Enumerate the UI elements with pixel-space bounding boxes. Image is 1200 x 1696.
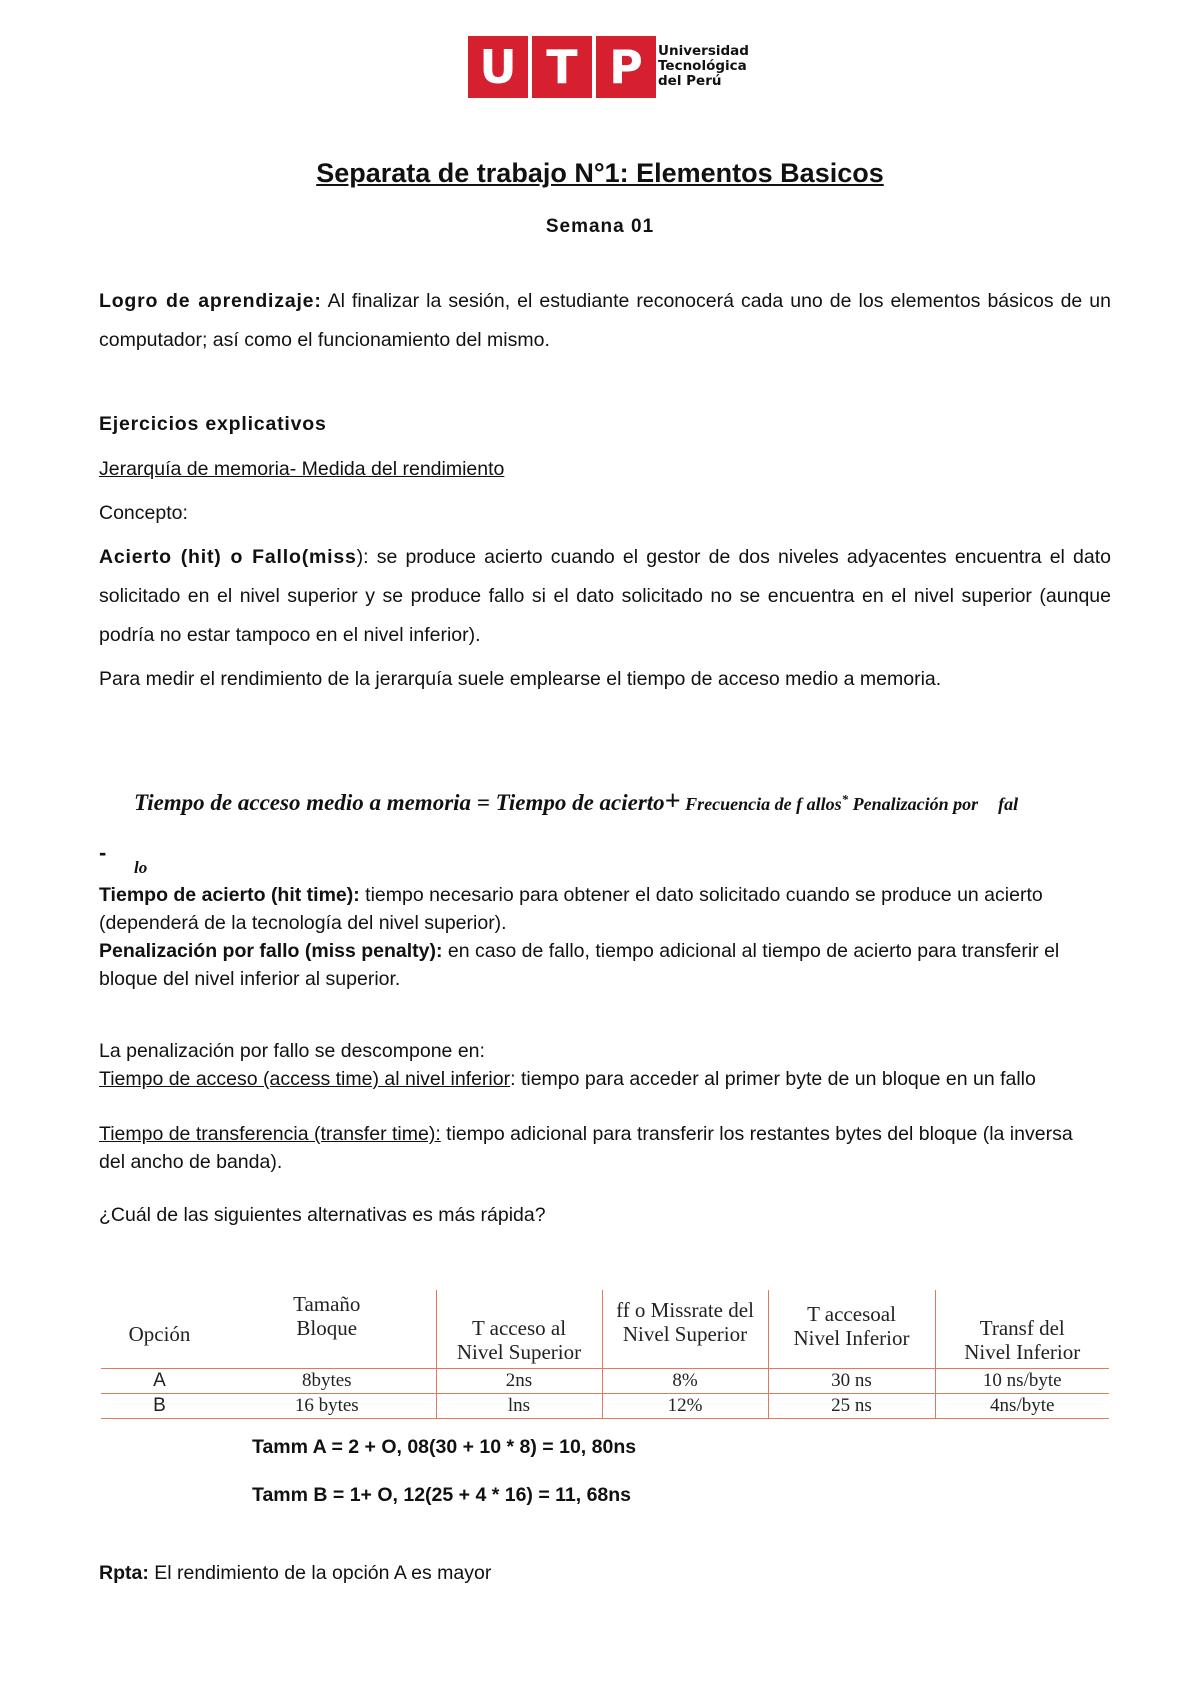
header-line: T accesoal (807, 1302, 896, 1326)
transfer-time-paragraph (99, 1121, 1099, 1176)
table-cell: 8bytes (301, 1370, 352, 1391)
table-header-cell (768, 1290, 935, 1369)
table-cell: A (153, 1370, 166, 1391)
table-header-cell (436, 1290, 602, 1369)
table-header-row (101, 1290, 1109, 1369)
formula-fal: fal (998, 794, 1019, 814)
table-cell: 12% (602, 1394, 768, 1419)
table-cell: 8% (602, 1369, 768, 1394)
table-cell: 2ns (436, 1369, 602, 1394)
table-row (101, 1369, 1109, 1394)
question: ¿Cuál de las siguientes alternativas es más rápida? (99, 1204, 546, 1226)
header-line: Nivel Inferior (964, 1340, 1081, 1364)
table-cell: 30 ns (768, 1369, 935, 1394)
header-line: Transf del (979, 1316, 1065, 1340)
miss-penalty-text: en caso de fallo, tiempo adicional al tiempo de acierto para transferir el bloque del nivel inferior al superior. (99, 940, 1060, 990)
acierto-label: Acierto (hit) o Fallo(miss (99, 546, 357, 568)
logo-letter-t: T (532, 36, 592, 98)
table-cell: lns (436, 1394, 602, 1419)
ejercicios-heading: Ejercicios explicativos (99, 413, 327, 435)
table-header-cell (935, 1290, 1109, 1369)
header-line: Bloque (296, 1316, 358, 1340)
formula-plus: + (664, 786, 681, 817)
table-cell: 25 ns (768, 1394, 935, 1419)
logo-text (658, 44, 749, 89)
access-time-text: : tiempo para acceder al primer byte de un bloque en un fallo (510, 1068, 1036, 1090)
concept-label: Concepto: (99, 502, 188, 524)
logo-letter-p: P (596, 36, 656, 98)
access-time-label: Tiempo de acceso (access time) al nivel inferior (99, 1068, 511, 1090)
hit-time-text: tiempo necesario para obtener el dato solicitado cuando se produce un acierto (dependerá de la tecnología del nivel superior). (99, 884, 1043, 934)
table-header-cell (602, 1290, 768, 1369)
calc-b: Tamm B = 1+ O, 12(25 + 4 * 16) = 11, 68ns (252, 1484, 632, 1506)
formula (134, 786, 1184, 818)
hit-time-label: Tiempo de acierto (hit time): (99, 884, 360, 906)
options-table (101, 1290, 1109, 1419)
ejercicios-subheading: Jerarquía de memoria- Medida del rendimiento (99, 458, 505, 480)
logo-letter-u: U (468, 36, 528, 98)
decomp-intro: La penalización por fallo se descompone en: (99, 1040, 485, 1062)
acierto-text: ): se produce acierto cuando el gestor de dos niveles adyacentes encuentra el dato solicitado en el nivel superior y se produce fallo si el dato solicitado no se encuentra en el nivel superior (aunque podría no estar tampoco en el nivel inferior). (99, 546, 1111, 646)
header-line: Nivel Inferior (793, 1326, 910, 1350)
formula-lhs: Tiempo de acceso medio a memoria = Tiempo de acierto (134, 790, 665, 815)
logro-label: Logro de aprendizaje: (99, 290, 322, 312)
week-label: Semana 01 (545, 216, 655, 237)
formula-star: * (841, 791, 849, 807)
table-cell: B (153, 1395, 166, 1416)
transfer-time-label: Tiempo de transferencia (transfer time): (99, 1123, 441, 1145)
formula-penal: Penalización por (848, 794, 979, 814)
table-cell: 4ns/byte (935, 1394, 1109, 1419)
formula-dash: - (99, 840, 107, 865)
table-header-cell (218, 1290, 436, 1369)
header-line: T acceso al (471, 1316, 567, 1340)
medir-paragraph: Para medir el rendimiento de la jerarquía suele emplearse el tiempo de acceso medio a memoria. (99, 668, 942, 690)
calc-a: Tamm A = 2 + O, 08(30 + 10 * 8) = 10, 80ns (252, 1436, 637, 1458)
header-line: Nivel Superior (622, 1322, 748, 1346)
logo-text-line: Universidad (658, 43, 749, 59)
formula-freq: Frecuencia de f allos (680, 794, 842, 814)
logo-text-line: del Perú (658, 73, 722, 89)
access-time-paragraph (99, 1066, 1099, 1094)
miss-penalty-paragraph (99, 938, 1099, 993)
table-row (101, 1394, 1109, 1419)
miss-penalty-label: Penalización por fallo (miss penalty): (99, 940, 443, 962)
table-header-cell (101, 1290, 218, 1369)
logo-text-line: Tecnológica (658, 58, 747, 74)
answer-text: El rendimiento de la opción A es mayor (148, 1562, 492, 1584)
logro-paragraph (99, 282, 1111, 360)
hit-time-paragraph (99, 882, 1099, 937)
header-line: Opción (128, 1322, 191, 1346)
page-title: Separata de trabajo N°1: Elementos Basicos (316, 158, 884, 188)
utp-logo (468, 36, 758, 98)
answer-paragraph (99, 1560, 1099, 1588)
header-line: Tamaño (293, 1292, 361, 1316)
table-cell: 16 bytes (294, 1395, 359, 1416)
header-line: ff o Missrate del (616, 1298, 754, 1322)
logro-text: Al finalizar la sesión, el estudiante reconocerá cada uno de los elementos básicos de un computador; así como el funcionamiento del mismo. (99, 290, 1111, 351)
transfer-time-text: tiempo adicional para transferir los restantes bytes del bloque (la inversa del ancho de banda). (99, 1123, 1073, 1173)
acierto-paragraph (99, 538, 1111, 655)
formula-tail: lo (134, 858, 148, 877)
table-cell: 10 ns/byte (935, 1369, 1109, 1394)
answer-label: Rpta: (99, 1562, 149, 1584)
header-line: Nivel Superior (456, 1340, 582, 1364)
